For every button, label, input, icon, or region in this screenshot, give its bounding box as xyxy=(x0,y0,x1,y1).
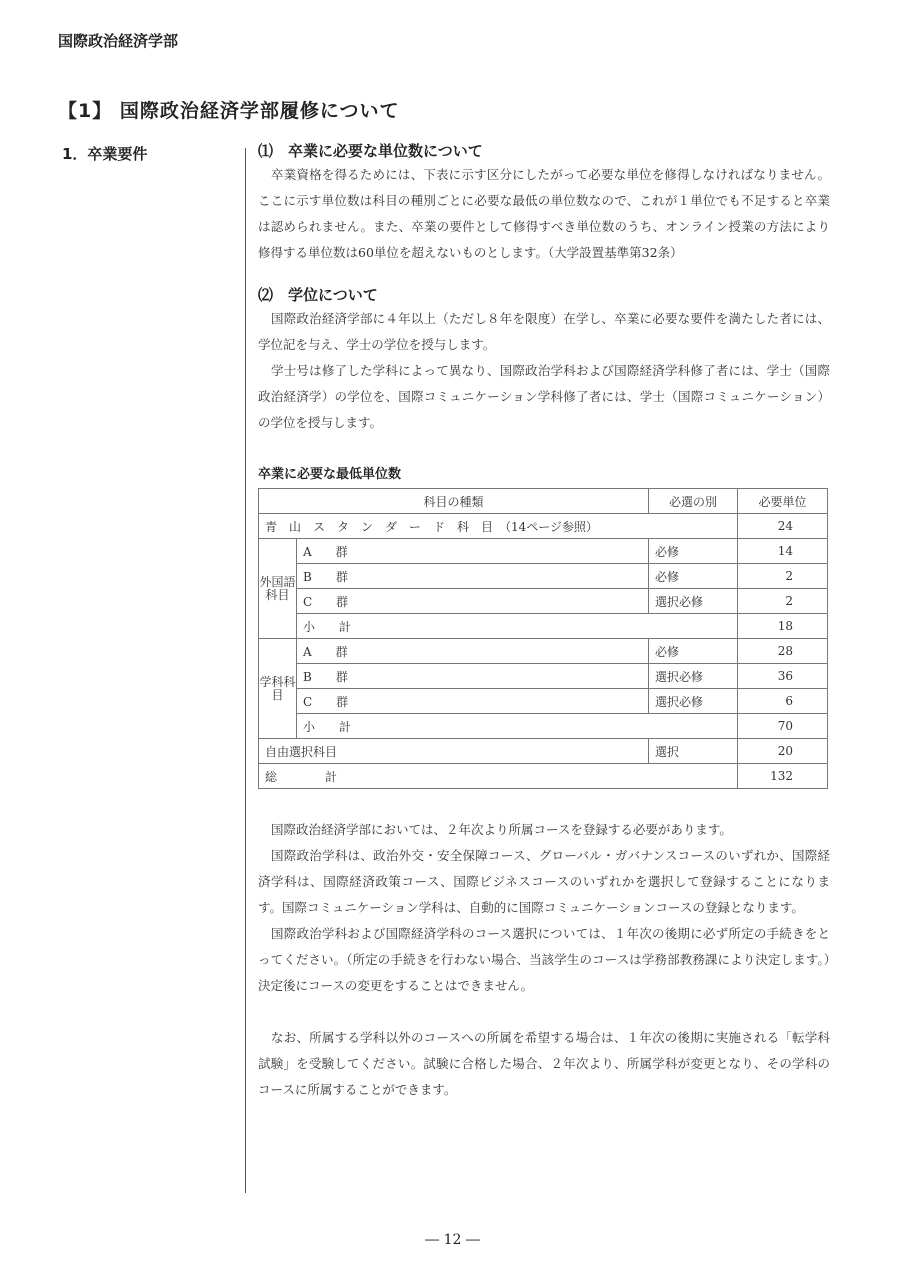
subsection-heading-degree: ⑵ 学位について xyxy=(258,286,378,304)
degree-paragraph-1: 国際政治経済学部に４年以上（ただし８年を限度）在学し、卒業に必要な要件を満たした者には、学位記を与え、学士の学位を授与します。 xyxy=(258,311,830,352)
credits-table xyxy=(258,488,828,789)
row-requirement: 必修 xyxy=(649,539,738,564)
credits-table-title: 卒業に必要な最低単位数 xyxy=(258,467,402,482)
vertical-divider xyxy=(245,148,246,1193)
row-units: 36 xyxy=(738,664,828,689)
row-label: A 群 xyxy=(297,639,649,664)
foreign-language-group-label: 外国語科目 xyxy=(259,539,297,639)
subtotal-units: 70 xyxy=(738,714,828,739)
row-units: 6 xyxy=(738,689,828,714)
table-row xyxy=(259,639,828,664)
aoyama-standard-label: 青 山 ス タ ン ダ ー ド 科 目 （14ページ参照） xyxy=(259,514,738,539)
table-row xyxy=(259,539,828,564)
page-number: ― 12 ― xyxy=(425,1232,480,1248)
aoyama-standard-units: 24 xyxy=(738,514,828,539)
main-content xyxy=(258,140,830,1103)
row-label: C 群 xyxy=(297,589,649,614)
row-units: 28 xyxy=(738,639,828,664)
subtotal-label: 小 計 xyxy=(297,714,738,739)
table-row xyxy=(259,714,828,739)
row-units: 2 xyxy=(738,589,828,614)
subtotal-label: 小 計 xyxy=(297,614,738,639)
header-cell-type: 科目の種類 xyxy=(259,489,649,514)
course-paragraph-3: 国際政治学科および国際経済学科のコース選択については、１年次の後期に必ず所定の手続きをとってください。（所定の手続きを行わない場合、当該学生のコースは学務部教務課により決定します。）決定後にコースの変更をすることはできません。 xyxy=(258,926,830,993)
row-requirement: 選択必修 xyxy=(649,689,738,714)
table-row xyxy=(259,589,828,614)
table-row xyxy=(259,764,828,789)
section-title: 【1】 国際政治経済学部履修について xyxy=(58,100,400,122)
subsection-heading-credits: ⑴ 卒業に必要な単位数について xyxy=(258,142,483,160)
row-requirement: 選択必修 xyxy=(649,589,738,614)
row-requirement: 必修 xyxy=(649,639,738,664)
row-requirement: 必修 xyxy=(649,564,738,589)
credits-paragraph: 卒業資格を得るためには、下表に示す区分にしたがって必要な単位を修得しなければなりません。ここに示す単位数は科目の種別ごとに必要な最低の単位数なので、これが１単位でも不足すると卒業は認められません。また、卒業の要件として修得すべき単位数のうち、オンライン授業の方法により修得する単位数は60単位を超えないものとします。（大学設置基準第32条） xyxy=(258,167,830,260)
faculty-header: 国際政治経済学部 xyxy=(58,32,179,50)
row-label: A 群 xyxy=(297,539,649,564)
course-paragraph-4: なお、所属する学科以外のコースへの所属を希望する場合は、１年次の後期に実施される「転学科試験」を受験してください。試験に合格した場合、２年次より、所属学科が変更となり、その学科のコースに所属することができます。 xyxy=(258,1030,830,1097)
free-elective-requirement: 選択 xyxy=(649,739,738,764)
subtotal-units: 18 xyxy=(738,614,828,639)
free-elective-units: 20 xyxy=(738,739,828,764)
course-paragraph-1: 国際政治経済学部においては、２年次より所属コースを登録する必要があります。 xyxy=(271,822,732,837)
department-group-label: 学科科目 xyxy=(259,639,297,739)
row-requirement: 選択必修 xyxy=(649,664,738,689)
table-row xyxy=(259,514,828,539)
side-label-graduation-requirements: 1．卒業要件 xyxy=(62,145,148,163)
table-row xyxy=(259,739,828,764)
header-cell-requirement: 必選の別 xyxy=(649,489,738,514)
table-row xyxy=(259,564,828,589)
table-row xyxy=(259,664,828,689)
row-label: C 群 xyxy=(297,689,649,714)
table-header-row xyxy=(259,489,828,514)
total-units: 132 xyxy=(738,764,828,789)
course-paragraph-2: 国際政治学科は、政治外交・安全保障コース、グローバル・ガバナンスコースのいずれか、国際経済学科は、国際経済政策コース、国際ビジネスコースのいずれかを選択して登録することになります。国際コミュニケーション学科は、自動的に国際コミュニケーションコースの登録となります。 xyxy=(258,848,830,915)
row-units: 2 xyxy=(738,564,828,589)
table-row xyxy=(259,689,828,714)
row-label: B 群 xyxy=(297,564,649,589)
header-cell-units: 必要単位 xyxy=(738,489,828,514)
degree-paragraph-2: 学士号は修了した学科によって異なり、国際政治学科および国際経済学科修了者には、学士（国際政治経済学）の学位を、国際コミュニケーション学科修了者には、学士（国際コミュニケーション）の学位を授与します。 xyxy=(258,363,830,430)
free-elective-label: 自由選択科目 xyxy=(259,739,649,764)
row-units: 14 xyxy=(738,539,828,564)
table-row xyxy=(259,614,828,639)
row-label: B 群 xyxy=(297,664,649,689)
total-label: 総 計 xyxy=(259,764,738,789)
